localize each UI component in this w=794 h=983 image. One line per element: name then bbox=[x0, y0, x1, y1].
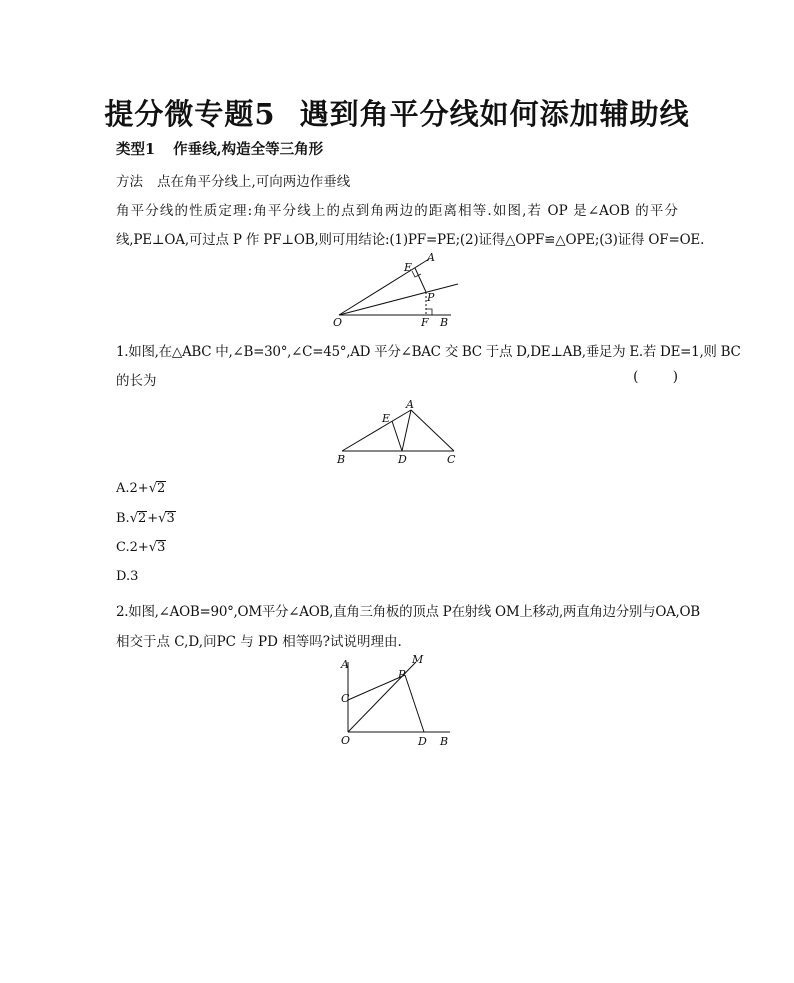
option-c[interactable]: C.2+√3 bbox=[116, 540, 166, 555]
theorem-line-2: 线,PE⊥OA,可过点 P 作 PF⊥OB,则可用结论:(1)PF=PE;(2)证得△OPF≌△OPE;(3)证得 OF=OE. bbox=[116, 232, 705, 248]
fig1-label-o: O bbox=[333, 316, 343, 329]
fig2-label-c: C bbox=[447, 453, 456, 466]
fig3-label-b: B bbox=[440, 735, 449, 748]
option-b-radicand-1: 2 bbox=[137, 511, 147, 526]
option-b[interactable]: B.√2+√3 bbox=[116, 511, 175, 526]
figure-angle-bisector bbox=[326, 250, 466, 330]
page-title bbox=[0, 92, 794, 133]
section-type-label: 类型1 bbox=[116, 141, 156, 158]
title-main: 提分微专题5 bbox=[104, 97, 276, 131]
fig1-label-f: F bbox=[421, 316, 429, 329]
fig2-label-d: D bbox=[398, 453, 407, 466]
fig1-label-e: E bbox=[404, 261, 413, 274]
fig1-label-p: P bbox=[427, 291, 435, 304]
fig2-label-a: A bbox=[406, 398, 414, 411]
fig2-label-b: B bbox=[337, 453, 346, 466]
fig3-label-o: O bbox=[341, 734, 351, 747]
theorem-line-1: 角平分线的性质定理:角平分线上的点到角两边的距离相等.如图,若 OP 是∠AOB 的平分 bbox=[116, 203, 678, 219]
method-label: 方法 bbox=[116, 174, 143, 190]
method-line bbox=[116, 170, 350, 190]
question-1-line-2: 的长为 bbox=[116, 373, 157, 389]
question-2-line-1: 2.如图,∠AOB=90°,OM平分∠AOB,直角三角板的顶点 P在射线 OM上移动,两直角边分别与OA,OB bbox=[116, 604, 700, 620]
section-type-title: 作垂线,构造全等三角形 bbox=[173, 141, 324, 158]
option-c-radicand: 3 bbox=[157, 540, 166, 555]
fig3-label-d: D bbox=[418, 735, 427, 748]
fig1-label-a: A bbox=[427, 251, 435, 264]
figure-right-angle-ruler bbox=[336, 652, 461, 752]
option-a-radicand: 2 bbox=[156, 481, 166, 496]
fig3-label-c: C bbox=[341, 692, 350, 705]
fig2-label-e: E bbox=[382, 412, 391, 425]
fig3-label-p: P bbox=[398, 668, 406, 681]
option-d[interactable]: D.3 bbox=[116, 569, 139, 584]
figure-triangle-abc bbox=[330, 396, 465, 468]
question-2-line-2: 相交于点 C,D,问PC 与 PD 相等吗?试说明理由. bbox=[116, 634, 402, 650]
fig1-label-b: B bbox=[440, 316, 449, 329]
question-1-line-1: 1.如图,在△ABC 中,∠B=30°,∠C=45°,AD 平分∠BAC 交 BC 于点 D,DE⊥AB,垂足为 E.若 DE=1,则 BC bbox=[116, 344, 741, 360]
option-a[interactable]: A.2+√2 bbox=[116, 481, 166, 496]
section-heading bbox=[116, 138, 323, 159]
fig3-label-m: M bbox=[412, 653, 424, 666]
title-sub: 遇到角平分线如何添加辅助线 bbox=[299, 97, 690, 131]
fig3-label-a: A bbox=[341, 658, 349, 671]
answer-blank[interactable]: ( ) bbox=[633, 369, 678, 385]
option-b-radicand-2: 3 bbox=[166, 511, 175, 526]
method-text: 点在角平分线上,可向两边作垂线 bbox=[157, 174, 351, 190]
